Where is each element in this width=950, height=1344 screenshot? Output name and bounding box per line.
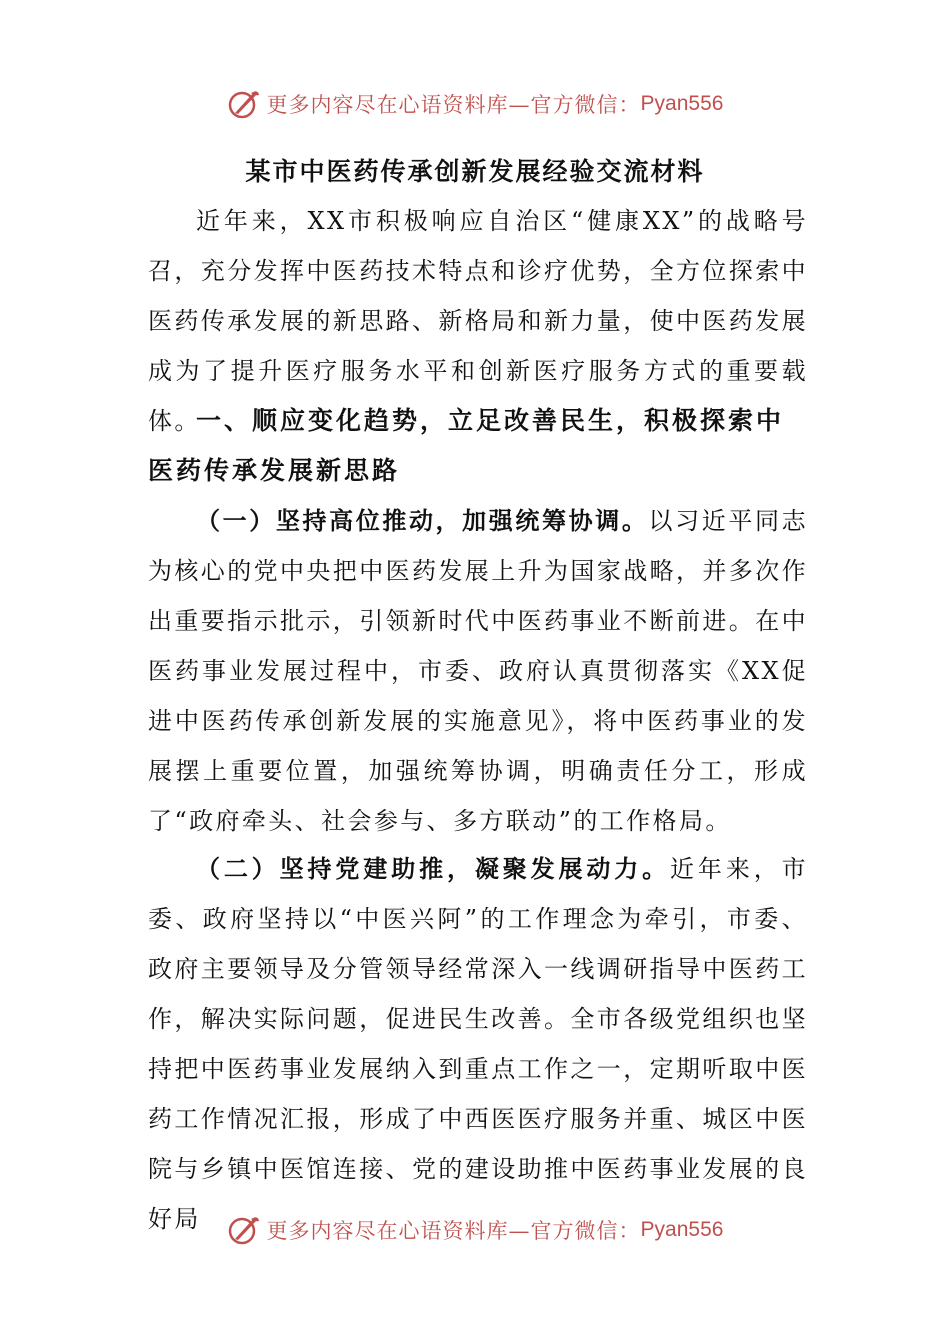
item-1-paragraph — [148, 496, 808, 846]
watermark-text: 更多内容尽在心语资料库—官方微信： — [266, 93, 641, 117]
watermark-text: 更多内容尽在心语资料库—官方微信： — [266, 1219, 641, 1243]
item-2-body: 近年来，市委、政府坚持以“中医兴阿”的工作理念为牵引，市委、政府主要领导及分管领导经常深入一线调研指导中医药工作，解决实际问题，促进民生改善。全市各级党组织也坚持把中医药事业发展纳入到重点工作之一，定期听取中医药工作情况汇报，形成了中西医医疗服务并重、城区中医院与乡镇中医馆连接、党的建设助推中医药事业发展的良好局 — [148, 855, 808, 1233]
intro-paragraph: 近年来，XX市积极响应自治区“健康XX”的战略号召，充分发挥中医药技术特点和诊疗优势，全方位探索中医药传承发展的新思路、新格局和新力量，使中医药发展成为了提升医疗服务水平和创新医疗服务方式的重要载体。 — [148, 207, 808, 435]
watermark-banner-top — [0, 82, 950, 126]
item-2-paragraph — [148, 844, 808, 1244]
section-heading-1: 一、顺应变化趋势，立足改善民生，积极探索中医药传承发展新思路 — [148, 406, 785, 485]
quill-logo-icon — [227, 87, 261, 121]
quill-logo-icon — [227, 1213, 261, 1247]
item-1-lead: （一）坚持高位推动，加强统筹协调。 — [196, 506, 649, 535]
document-title: 某市中医药传承创新发展经验交流材料 — [245, 157, 705, 186]
item-2-lead: （二）坚持党建助推，凝聚发展动力。 — [196, 854, 671, 883]
watermark-handle: Pyan556 — [640, 1218, 724, 1241]
watermark-banner-bottom — [0, 1208, 950, 1252]
item-1-body: 以习近平同志为核心的党中央把中医药发展上升为国家战略，并多次作出重要指示批示，引领新时代中医药事业不断前进。在中医药事业发展过程中，市委、政府认真贯彻落实《XX促进中医药传承创新发展的实施意见》，将中医药事业的发展摆上重要位置，加强统筹协调，明确责任分工，形成了“政府牵头、社会参与、多方联动”的工作格局。 — [148, 507, 808, 835]
watermark-handle: Pyan556 — [640, 92, 724, 115]
